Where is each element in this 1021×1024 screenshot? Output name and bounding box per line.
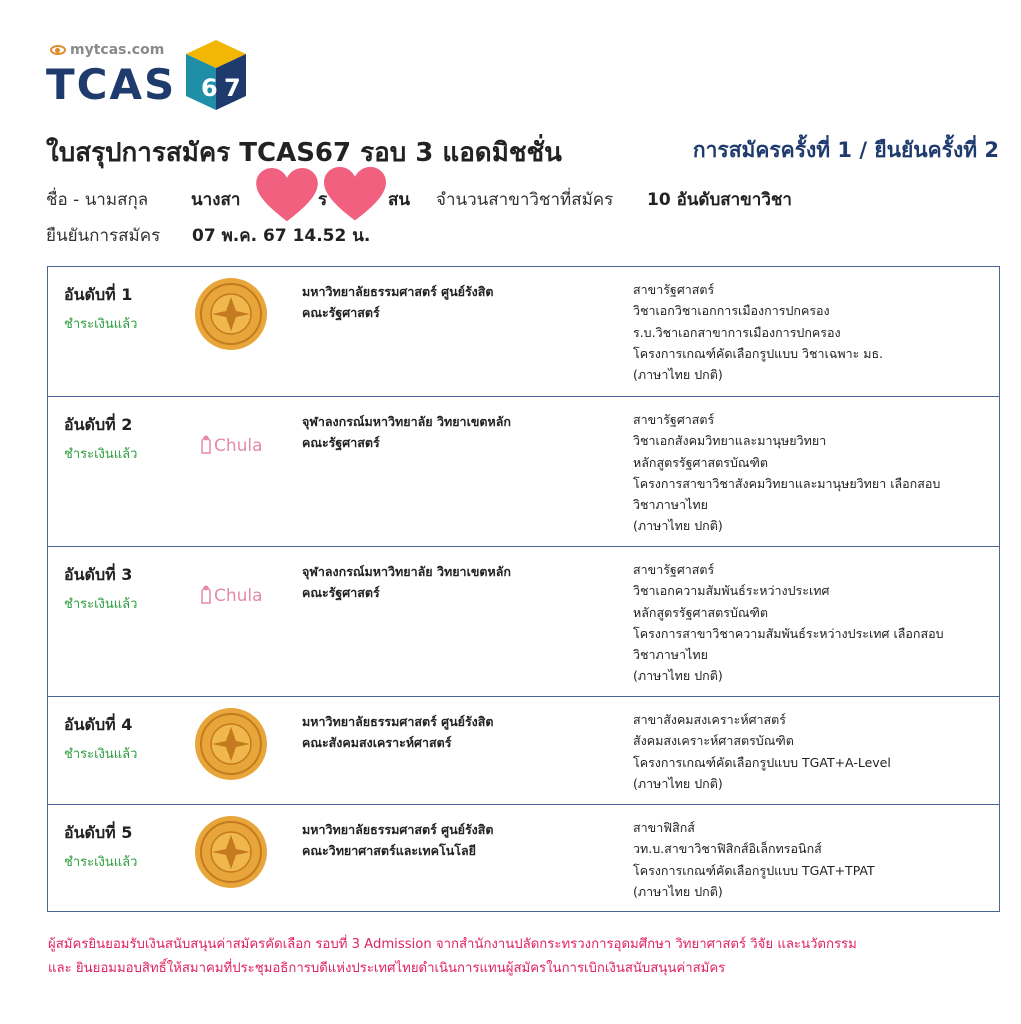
program-details: [633, 709, 993, 794]
university-name: มหาวิทยาลัยธรรมศาสตร์ ศูนย์รังสิต: [302, 714, 494, 729]
program-line: (ภาษาไทย ปกติ): [633, 775, 723, 791]
faculty-name: คณะวิทยาศาสตร์และเทคโนโลยี: [302, 843, 476, 858]
program-line: วิชาเอกวิชาเอกการเมืองการปกครอง: [633, 303, 830, 319]
program-line: สาขารัฐศาสตร์: [633, 562, 715, 577]
table-row: [48, 805, 999, 913]
chula-logo-icon: [198, 429, 268, 459]
consent-notice: [48, 933, 998, 981]
payment-status: ชำระเงินแล้ว: [64, 447, 138, 462]
chula-wordmark: Chula: [214, 436, 263, 456]
program-line: วท.บ.สาขาวิชาฟิสิกส์อิเล็กทรอนิกส์: [633, 841, 822, 857]
program-line: โครงการสาขาวิชาความสัมพันธ์ระหว่างประเทศ เลือกสอบ: [633, 625, 944, 641]
program-line: วิชาเอกความสัมพันธ์ระหว่างประเทศ: [633, 583, 830, 599]
heart-icon: [256, 168, 318, 224]
university-info: [302, 819, 612, 861]
program-count-label: จำนวนสาขาวิชาที่สมัคร: [436, 190, 614, 210]
rank-label: อันดับที่ 5: [64, 823, 133, 842]
chula-logo-icon: [198, 579, 268, 609]
university-name: จุฬาลงกรณ์มหาวิทยาลัย วิทยาเขตหลัก: [302, 414, 511, 429]
university-info: [302, 561, 612, 603]
name-value-mid: ร: [318, 190, 328, 210]
rank-label: อันดับที่ 2: [64, 415, 133, 434]
program-line: สาขารัฐศาสตร์: [633, 412, 715, 427]
table-row: [48, 547, 999, 697]
payment-status: ชำระเงินแล้ว: [64, 317, 138, 332]
page-title: ใบสรุปการสมัคร TCAS67 รอบ 3 แอดมิชชั่น: [46, 138, 562, 168]
thammasat-seal-icon: [194, 277, 268, 351]
program-line: โครงการสาขาวิชาสังคมวิทยาและมานุษยวิทยา เลือกสอบ: [633, 475, 941, 491]
program-line: (ภาษาไทย ปกติ): [633, 883, 723, 899]
attempt-summary: การสมัครครั้งที่ 1 / ยืนยันครั้งที่ 2: [692, 138, 999, 162]
heart-icon: [324, 166, 386, 224]
table-row: [48, 697, 999, 805]
university-info: [302, 711, 612, 753]
rank-label: อันดับที่ 4: [64, 715, 133, 734]
program-line: สังคมสงเคราะห์ศาสตรบัณฑิต: [633, 733, 794, 749]
name-value-end: สน: [388, 190, 410, 210]
payment-status: ชำระเงินแล้ว: [64, 855, 138, 870]
program-line: โครงการเกณฑ์คัดเลือกรูปแบบ วิชาเฉพาะ มธ.: [633, 345, 884, 361]
consent-line: ผู้สมัครยินยอมรับเงินสนับสนุนค่าสมัครคัดเลือก รอบที่ 3 Admission จากสำนักงานปลัดกระทรวงการอุดมศึกษา วิทยาศาสตร์ วิจัย และนวัตกรรม: [48, 937, 857, 952]
program-details: [633, 409, 993, 537]
chula-wordmark: Chula: [214, 586, 263, 606]
program-count-value: 10 อันดับสาขาวิชา: [647, 190, 792, 210]
table-row: [48, 397, 999, 547]
program-details: [633, 559, 993, 687]
tcas-logo: [46, 38, 256, 118]
program-details: [633, 817, 993, 902]
program-line: โครงการเกณฑ์คัดเลือกรูปแบบ TGAT+A-Level: [633, 754, 891, 770]
thammasat-seal-icon: [194, 707, 268, 781]
faculty-name: คณะรัฐศาสตร์: [302, 435, 380, 450]
confirm-value: 07 พ.ค. 67 14.52 น.: [192, 226, 371, 246]
program-details: [633, 279, 993, 385]
program-line: หลักสูตรรัฐศาสตรบัณฑิต: [633, 604, 768, 620]
program-line: วิชาภาษาไทย: [633, 647, 708, 663]
name-label: ชื่อ - นามสกุล: [46, 190, 149, 210]
consent-line: และ ยินยอมมอบสิทธิ์ให้สมาคมที่ประชุมอธิการบดีแห่งประเทศไทยดำเนินการแทนผู้สมัครในการเบิกเงินสนับสนุนค่าสมัคร: [48, 961, 726, 976]
table-row: [48, 267, 999, 397]
cube-67-icon: [184, 38, 248, 112]
logo-number-six: 6: [201, 74, 218, 102]
program-line: โครงการเกณฑ์คัดเลือกรูปแบบ TGAT+TPAT: [633, 862, 875, 878]
university-name: มหาวิทยาลัยธรรมศาสตร์ ศูนย์รังสิต: [302, 284, 494, 299]
rank-label: อันดับที่ 1: [64, 285, 133, 304]
name-value-start: นางสา: [191, 190, 241, 210]
university-name: มหาวิทยาลัยธรรมศาสตร์ ศูนย์รังสิต: [302, 822, 494, 837]
program-line: (ภาษาไทย ปกติ): [633, 668, 723, 684]
logo-number-seven: 7: [224, 74, 241, 102]
faculty-name: คณะรัฐศาสตร์: [302, 305, 380, 320]
applications-table: [47, 266, 1000, 912]
program-line: สาขารัฐศาสตร์: [633, 282, 715, 297]
tcas-wordmark: TCAS: [46, 60, 177, 109]
program-line: ร.บ.วิชาเอกสาขาการเมืองการปกครอง: [633, 324, 841, 340]
program-line: (ภาษาไทย ปกติ): [633, 367, 723, 383]
program-line: วิชาเอกสังคมวิทยาและมานุษยวิทยา: [633, 433, 827, 449]
program-line: หลักสูตรรัฐศาสตรบัณฑิต: [633, 454, 768, 470]
university-info: [302, 411, 612, 453]
eye-icon: [50, 45, 66, 55]
mytcas-brand: [50, 42, 164, 58]
program-line: วิชาภาษาไทย: [633, 497, 708, 513]
faculty-name: คณะรัฐศาสตร์: [302, 585, 380, 600]
rank-label: อันดับที่ 3: [64, 565, 133, 584]
confirm-label: ยืนยันการสมัคร: [46, 226, 161, 246]
site-name: mytcas.com: [70, 42, 165, 58]
program-line: (ภาษาไทย ปกติ): [633, 518, 723, 534]
faculty-name: คณะสังคมสงเคราะห์ศาสตร์: [302, 735, 452, 750]
payment-status: ชำระเงินแล้ว: [64, 747, 138, 762]
payment-status: ชำระเงินแล้ว: [64, 597, 138, 612]
thammasat-seal-icon: [194, 815, 268, 889]
program-line: สาขาสังคมสงเคราะห์ศาสตร์: [633, 712, 787, 727]
program-line: สาขาฟิสิกส์: [633, 820, 695, 835]
university-name: จุฬาลงกรณ์มหาวิทยาลัย วิทยาเขตหลัก: [302, 564, 511, 579]
university-info: [302, 281, 612, 323]
